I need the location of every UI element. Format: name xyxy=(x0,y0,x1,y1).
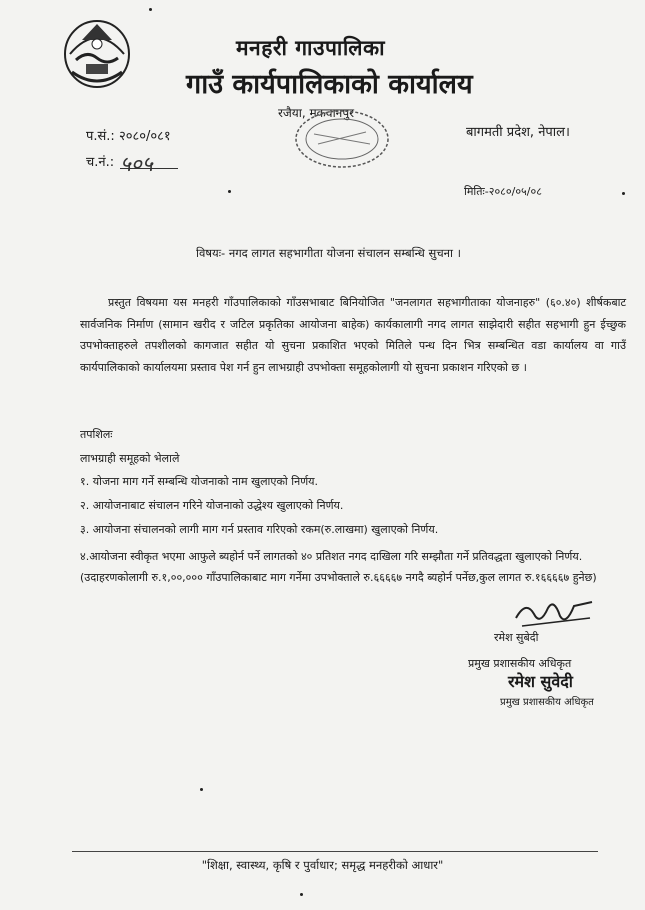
scan-speck xyxy=(200,788,203,791)
list-item: २. आयोजनाबाट संचालन गरिने योजनाको उद्धेश्य खुलाएको निर्णय. xyxy=(80,499,344,512)
signer-designation: प्रमुख प्रशासकीय अधिकृत xyxy=(468,657,572,670)
scan-speck xyxy=(622,192,625,195)
letter-date: मितिः-२०८०/०५/०८ xyxy=(464,185,542,198)
list-item: ४.आयोजना स्वीकृत भएमा आफुले ब्यहोर्न पर्ने लागतको ४० प्रतिशत नगद दाखिला गरि सम्झौता गर्ने प्रतिवद्धता खुलाएको निर्णय.(उदाहरणकोलागी रु.१,००,००० गाँउपालिकाबाट माग गर्नेमा उपभोक्ताले रु.६६६६७ नगदै ब्यहोर्न पर्नेछ,कुल लागत रु.१६६६६७ हुनेछ) xyxy=(80,550,597,584)
dispatch-number-value: ५०५ xyxy=(120,152,153,176)
letter-body xyxy=(80,292,626,378)
footer-divider xyxy=(72,851,598,852)
scan-speck xyxy=(149,8,152,11)
office-stamp-icon xyxy=(292,108,392,170)
group-label: लाभग्राही समूहको भेलाले xyxy=(80,452,180,465)
letter-number-label: प.सं.: xyxy=(86,129,115,144)
footer-motto: "शिक्षा, स्वास्थ्य, कृषि र पुर्वाधार; समृद्ध मनहरीको आधार" xyxy=(201,858,444,872)
details-label: तपशिलः xyxy=(80,428,113,441)
handwritten-signature-icon xyxy=(512,596,596,632)
list-item: ३. आयोजना संचालनको लागी माग गर्न प्रस्ताव गरिएको रकम(रु.लाखमा) खुलाएको निर्णय. xyxy=(80,523,439,536)
letter-number-value: २०८०/०८१ xyxy=(118,129,171,144)
office-address: रजैया, मकवानपुर xyxy=(278,106,355,120)
scan-speck xyxy=(228,190,231,193)
letter-number xyxy=(86,126,171,144)
office-title: गाउँ कार्यपालिकाको कार्यालय xyxy=(186,69,473,100)
scan-speck xyxy=(300,893,303,896)
nepal-emblem-icon xyxy=(62,14,132,90)
body-paragraph: प्रस्तुत विषयमा यस मनहरी गाँउपालिकाको गाँउसभाबाट बिनियोजित "जनलागत सहभागीताका योजनाहरु" (६०.४०) शीर्षकबाट सार्वजनिक निर्माण (सामान खरीद र जटिल प्रकृतिका आयोजना बाहेक) कार्यकालागी नगद लागत साझेदारी सहीत सहभागी हुन ईच्छुक उपभोक्ताहरुले तपशीलको कागजात सहीत यो सुचना प्रकाशित भएको मितिले पन्ध दिन भित्र सम्बन्धित वडा कार्यालय वा गाउँ कार्यपालिकाको कार्यालयमा प्रस्ताव पेश गर्न हुन लाभग्राही उपभोक्ता समूहकोलागी यो सुचना प्रकाशन गरिएको छ । xyxy=(80,296,626,374)
seal-designation: प्रमुख प्रशासकीय अधिकृत xyxy=(500,697,594,708)
office-name: मनहरी गाउपालिका xyxy=(236,36,386,60)
seal-name: रमेश सुवेदी xyxy=(508,672,573,691)
dispatch-underline xyxy=(120,168,178,169)
letter-subject: विषयः- नगद लागत सहभागीता योजना संचालन सम्बन्धि सुचना । xyxy=(196,246,461,260)
province-country: बागमती प्रदेश, नेपाल। xyxy=(466,125,570,140)
list-item: १. योजना माग गर्ने सम्बन्धि योजनाको नाम खुलाएको निर्णय. xyxy=(80,475,319,488)
signer-name: रमेश सुबेदी xyxy=(494,631,539,644)
dispatch-number-label: च.नं.: xyxy=(86,155,115,170)
